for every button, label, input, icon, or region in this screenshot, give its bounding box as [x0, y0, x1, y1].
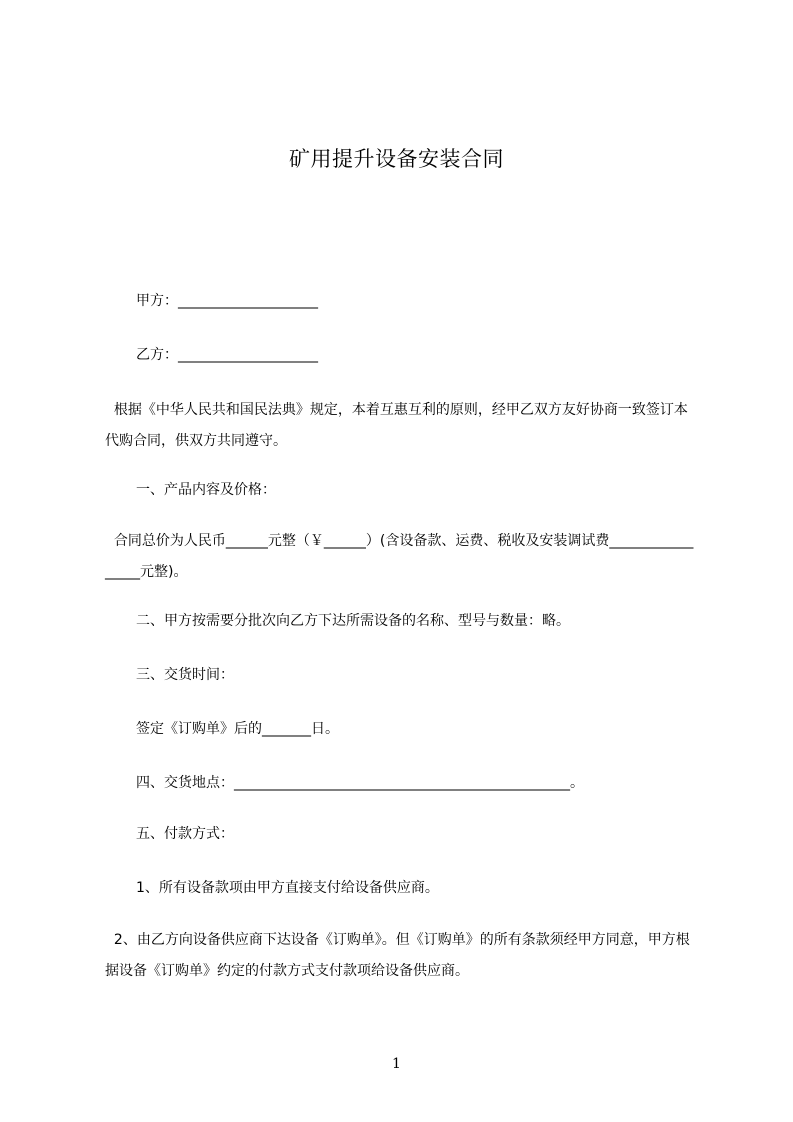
party-a-line: 甲方：____________________: [136, 293, 318, 309]
page-number: 1: [392, 1056, 401, 1072]
section-5-item-1: 1、所有设备款项由甲方直接支付给设备供应商。: [136, 880, 439, 896]
document-title: 矿用提升设备安装合同: [289, 147, 504, 171]
section-3-body: 签定《订购单》后的_______日。: [136, 721, 339, 737]
section-3-heading: 三、交货时间：: [136, 667, 234, 683]
section-1-heading: 一、产品内容及价格：: [136, 482, 276, 498]
section-5-heading: 五、付款方式：: [136, 826, 234, 842]
section-4-text: 四、交货地点：________________________________________________。: [136, 775, 584, 791]
section-5-item-2: 2、由乙方向设备供应商下达设备《订购单》。但《订购单》的所有条款须经甲方同意，甲方根据设备《订购单》约定的付款方式支付款项给设备供应商。: [105, 932, 690, 979]
intro-paragraph: 根据《中华人民共和国民法典》规定，本着互惠互利的原则，经甲乙双方友好协商一致签订本代购合同，供双方共同遵守。: [105, 402, 688, 449]
section-2-text: 二、甲方按需要分批次向乙方下达所需设备的名称、型号与数量：略。: [136, 613, 570, 629]
party-b-line: 乙方：____________________: [136, 347, 318, 363]
section-1-body: 合同总价为人民币______元整（￥______）(含设备款、运费、税收及安装调试费_________________元整)。: [105, 533, 694, 580]
